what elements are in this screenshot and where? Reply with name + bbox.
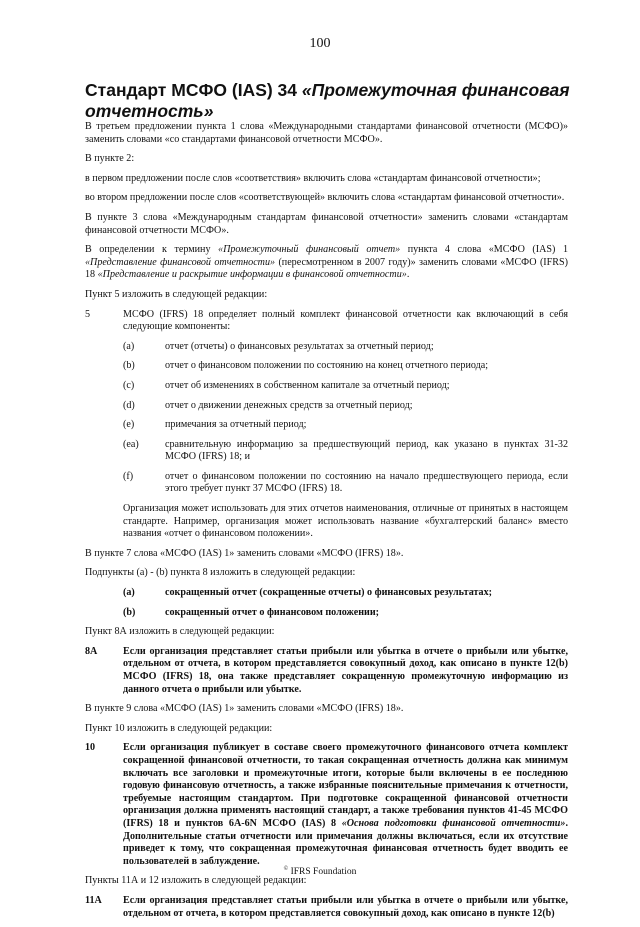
item-label: (f)	[123, 470, 134, 482]
paragraph: В пункте 7 слова «МСФО (IAS) 1» заменить словами «МСФО (IFRS) 18».	[85, 547, 404, 559]
numbered-paragraph-8A	[85, 646, 568, 696]
paragraph-text	[123, 742, 568, 868]
item-text: сокращенный отчет (сокращенные отчеты) о финансовых результатах;	[165, 587, 493, 599]
item-text: отчет (отчеты) о финансовых результатах за отчетный период;	[165, 340, 434, 352]
para8-items-list	[85, 587, 568, 619]
copyright-symbol: ©	[283, 866, 289, 872]
numbered-paragraph-10	[85, 742, 568, 868]
paragraph: В третьем предложении пункта 1 слова «Международными стандартами финансовой отчетности (МСФО)» заменить словами «со стандартами финансовой отчетности МСФО».	[85, 121, 568, 145]
text-run: пункта 4 слова «МСФО (IAS) 1	[400, 244, 569, 256]
para5-closing: Организация может использовать для этих отчетов наименования, отличные от принятых в настоящем стандарте. Например, организация может использовать название «бухгалтерский баланс» вместо названия «отчет о финансовом положении».	[123, 503, 568, 540]
text-run-italic: «Основа подготовки финансовой отчетности»	[341, 817, 566, 829]
paragraph-number: 8А	[85, 645, 98, 657]
paragraph: в первом предложении после слов «соответствия» включить слова «стандартам финансовой отчетности»;	[85, 172, 541, 184]
text-run: .	[406, 269, 410, 281]
paragraph: Пункты 11А и 12 изложить в следующей редакции:	[85, 875, 307, 887]
item-label: (c)	[123, 379, 135, 391]
paragraph: В пункте 3 слова «Международным стандартам финансовой отчетности» заменить словами «стандартам финансовой отчетности МСФО».	[85, 211, 568, 236]
paragraph-text: МСФО (IFRS) 18 определяет полный комплект финансовой отчетности как включающий в себя следующие компоненты:	[123, 308, 568, 333]
item-label: (ea)	[123, 438, 139, 450]
item-label: (e)	[123, 419, 135, 431]
para5-items-list	[85, 341, 568, 496]
item-label: (d)	[123, 399, 135, 411]
document-body	[85, 121, 568, 927]
item-label: (a)	[123, 587, 135, 599]
item-label: (b)	[123, 360, 135, 372]
title-regular: Стандарт МСФО (IAS) 34	[85, 80, 302, 100]
numbered-paragraph-5	[85, 309, 568, 334]
list-item	[123, 341, 568, 354]
title-italic: «Промежуточная финансовая отчетность»	[85, 80, 570, 121]
paragraph: во втором предложении после слов «соответствующей» включить слова «стандартам финансовой отчетности».	[85, 192, 565, 204]
paragraph: Пункт 10 изложить в следующей редакции:	[85, 722, 273, 734]
paragraph-number: 5	[85, 308, 91, 320]
paragraph: В пункте 9 слова «МСФО (IAS) 1» заменить словами «МСФО (IFRS) 18».	[85, 703, 404, 715]
text-run: . Дополнительные статьи отчетности или примечания должны включаться, если их отсутствие приведет к тому, что сокращенная промежуточная финансовая отчетность будет вводить ее пользователей в заблуждение.	[123, 817, 568, 867]
list-item	[123, 471, 568, 496]
list-item	[123, 400, 568, 413]
paragraph: Подпункты (a) - (b) пункта 8 изложить в следующей редакции:	[85, 567, 356, 579]
text-run-italic: «Представление и раскрытие информации в финансовой отчетности»	[97, 269, 407, 281]
item-text: отчет о движении денежных средств за отчетный период;	[165, 399, 413, 411]
item-text: отчет об изменениях в собственном капитале за отчетный период;	[165, 379, 450, 391]
paragraph: Пункт 8А изложить в следующей редакции:	[85, 626, 275, 638]
list-item	[123, 360, 568, 373]
item-label: (a)	[123, 340, 135, 352]
paragraph-number: 11А	[85, 894, 102, 906]
list-item	[123, 439, 568, 464]
paragraph: Пункт 5 изложить в следующей редакции:	[85, 288, 268, 300]
paragraph: В пункте 2:	[85, 153, 135, 165]
item-text: сравнительную информацию за предшествующий период, как указано в пунктах 31-32 МСФО (IFRS) 18; и	[165, 438, 568, 463]
text-run: В определении к термину	[85, 244, 219, 256]
list-item	[123, 607, 568, 620]
item-text: сокращенный отчет о финансовом положении;	[165, 606, 380, 618]
text-run-italic: «Промежуточный финансовый отчет»	[218, 244, 401, 256]
paragraph-text: Если организация представляет статьи прибыли или убытка в отчете о прибыли или убытке, отдельном от отчета, в котором представляется совокупный доход, как описано в пункте 12(b)	[123, 894, 568, 919]
paragraph-definition	[85, 244, 568, 282]
numbered-paragraph-11A	[85, 895, 568, 920]
text-run-italic: «Представление финансовой отчетности»	[85, 256, 276, 268]
item-text: примечания за отчетный период;	[165, 419, 307, 431]
item-text: отчет о финансовом положении по состоянию на конец отчетного периода;	[165, 360, 489, 372]
text-run: Если организация публикует в составе своего промежуточного финансового отчета комплект сокращенной финансовой отчетности, то такая сокращенная отчетность должна как минимум включать все заголовки и промежуточные итоги, которые были включены в ее последнюю годовую финансовую отчетность, а также избранные пояснительные примечания к отчетности, требуемые настоящим стандартом. При подготовке сокращенной финансовой отчетности организация должна применять настоящий стандарт, а также требования пунктов 41-45 МСФО (IFRS) 18 и пунктов 6А-6N МСФО (IAS) 8	[123, 742, 568, 829]
footer-copyright	[0, 866, 640, 877]
list-item	[123, 380, 568, 393]
list-item	[123, 587, 568, 600]
item-label: (b)	[123, 606, 136, 618]
text-run: (пересмотренном в 2007 году)» заменить словами «МСФО (IFRS) 18	[85, 256, 568, 281]
paragraph-text: Если организация представляет статьи прибыли или убытка в отчете о прибыли или убытке, отдельном от отчета, в котором представляется совокупный доход, как описано в пункте 12(b) МСФО (IFRS) 18, она также представляет сокращенную промежуточную информацию из данного отчета о прибыли или убытке.	[123, 645, 568, 695]
footer-text: IFRS Foundation	[288, 867, 357, 878]
list-item	[123, 419, 568, 432]
standard-title	[85, 80, 605, 122]
paragraph-number: 10	[85, 742, 96, 754]
page-number: 100	[309, 36, 331, 51]
item-text: отчет о финансовом положении по состоянию на начало предшествующего периода, если этого требует пункт 37 МСФО (IFRS) 18.	[165, 470, 568, 495]
